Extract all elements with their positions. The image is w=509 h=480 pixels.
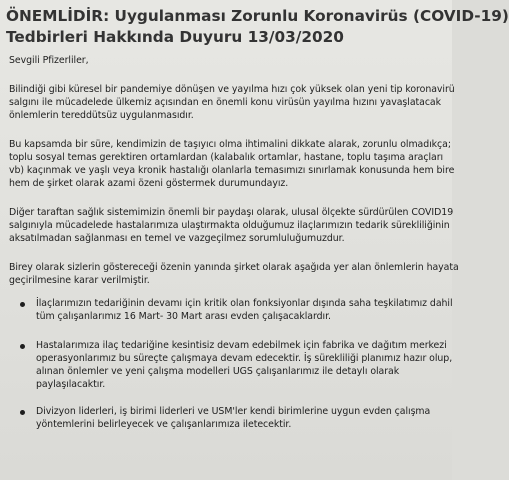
page-title [6, 6, 509, 48]
bullet-2-line-1: Hastalarımıza ilaç tedariğine kesintisiz devam edebilmek için fabrika ve dağıtım merkezi [36, 340, 447, 351]
paragraph-1-line-3: önlemlerin tereddütsüz uygulanmasıdır. [9, 110, 194, 121]
paragraph-3-line-3: aksatılmadan sağlanması en temel ve vazgeçilmez sorumluluğumuzdur. [9, 233, 345, 244]
paragraph-2-line-2: toplu sosyal temas gerektiren ortamlardan (kalabalık ortamlar, hastane, toplu taşıma araçları [9, 152, 444, 163]
paragraph-3-line-2: salgınıyla mücadelede hastalarımıza ulaştırmakta olduğumuz ilaçlarımızın tedarik sürekliliğinin [9, 220, 450, 231]
paragraph-4-line-1: Birey olarak sizlerin göstereceği özenin yanında şirket olarak aşağıda yer alan önlemlerin hayata [9, 262, 459, 273]
paragraph-2-line-1: Bu kapsamda bir süre, kendimizin de taşıyıcı olma ihtimalini dikkate alarak, zorunlu olmadıkça; [9, 139, 451, 150]
bullet-3-line-2: yöntemlerini belirleyecek ve çalışanlarımıza iletecektir. [36, 419, 292, 430]
paragraph-1-line-2: salgını ile mücadelede ülkemiz açısından en önemli konu virüsün yayılma hızını yavaşlatacak [9, 97, 442, 108]
paragraph-1-line-1: Bilindiği gibi küresel bir pandemiye dönüşen ve yayılma hızı çok yüksek olan yeni tip koronavirü [9, 84, 455, 95]
paragraph-2-line-3: vb) kaçınmak ve yaşlı veya kronik hastalığı olanlarla temasımızı sınırlamak konusunda hem bire [9, 165, 455, 176]
bullet-dot-icon [20, 410, 25, 415]
paragraph-2-line-4: hem de şirket olarak azami özeni göstermek durumundayız. [9, 178, 289, 189]
bullet-dot-icon [20, 344, 25, 349]
title-line-1: ÖNEMLİDİR: Uygulanması Zorunlu Koronavirüs (COVID-19) [6, 7, 509, 25]
paragraph-4-line-2: geçirilmesine karar verilmiştir. [9, 275, 150, 286]
bullet-1-line-1: İlaçlarımızın tedariğinin devamı için kritik olan fonksiyonlar dışında saha teşkilatımız dahil [36, 298, 453, 309]
bullet-2-line-4: paylaşılacaktır. [36, 379, 106, 390]
bullet-dot-icon [20, 302, 25, 307]
bullet-2-line-2: operasyonlarımız bu süreçte çalışmaya devam edecektir. İş sürekliliği planımız hazır olup, [36, 353, 453, 364]
bullet-3-line-1: Divizyon liderleri, iş birimi liderleri ve USM'ler kendi birimlerine uygun evden çalışma [36, 406, 431, 417]
paragraph-3-line-1: Diğer taraftan sağlık sistemimizin önemli bir paydaşı olarak, ulusal ölçekte sürdürülen COVID19 [9, 207, 454, 218]
bullet-1-line-2: tüm çalışanlarımız 16 Mart- 30 Mart arası evden çalışacaklardır. [36, 311, 331, 322]
greeting: Sevgili Pfizerliler, [9, 55, 89, 66]
title-line-2: Tedbirleri Hakkında Duyuru 13/03/2020 [6, 28, 344, 46]
bullet-2-line-3: alınan önlemler ve yeni çalışma modelleri UGS çalışanlarımız ile detaylı olarak [36, 366, 400, 377]
